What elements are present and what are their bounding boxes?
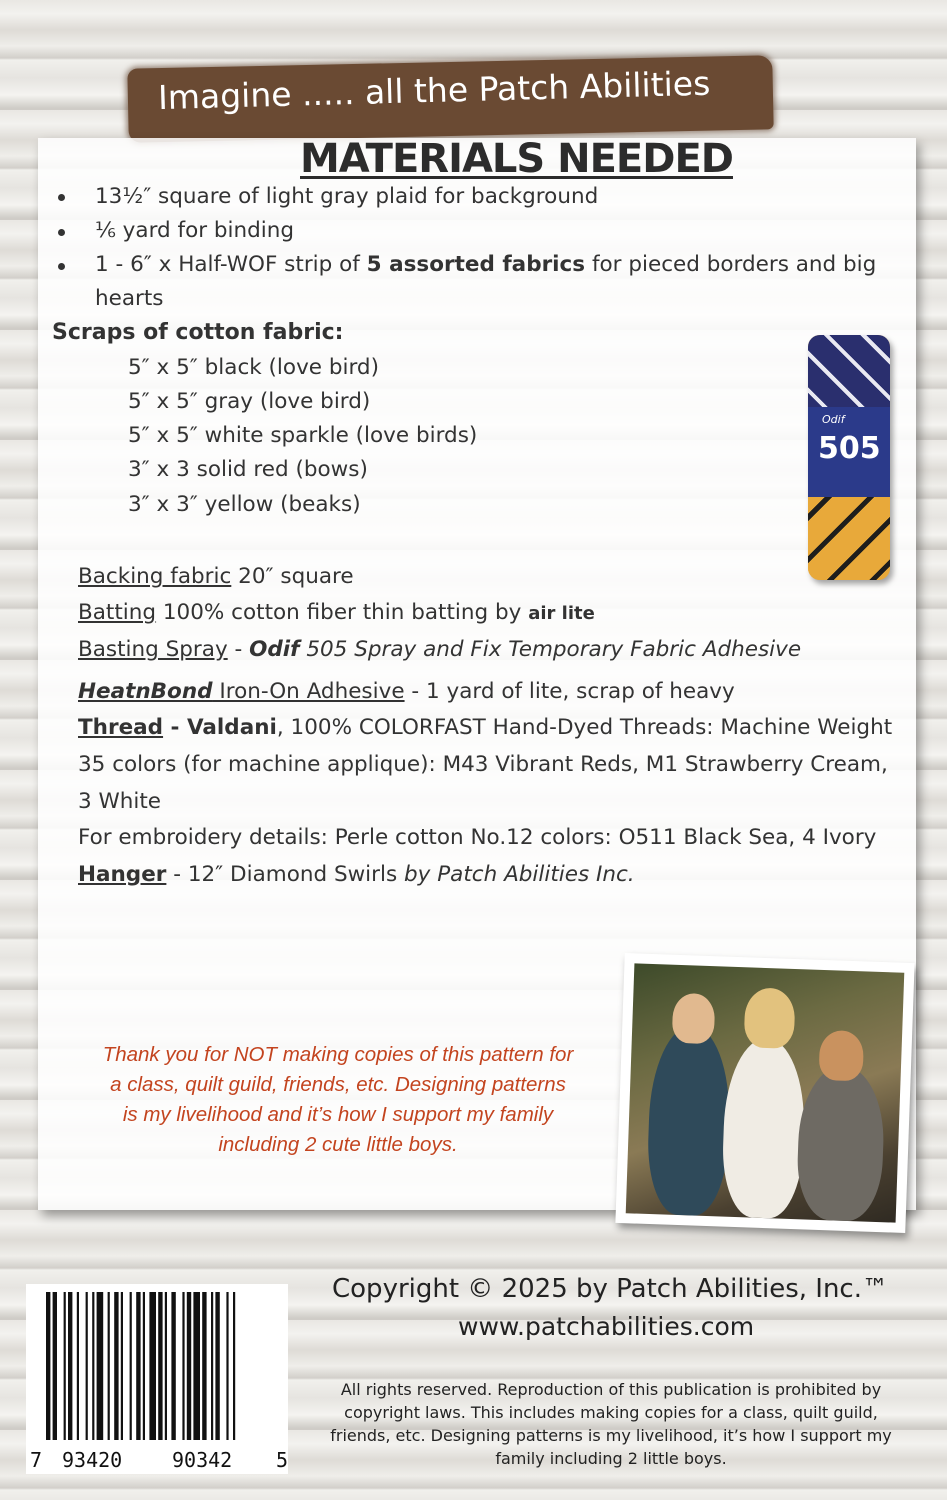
- barcode-bar: [92, 1292, 94, 1440]
- scrap-item: 3″ x 3 solid red (bows): [128, 457, 368, 482]
- barcode-bar: [202, 1292, 206, 1440]
- barcode-bar: [86, 1292, 88, 1440]
- basting-label: Basting Spray: [78, 637, 228, 662]
- hanger-by: by Patch Abilities Inc.: [404, 862, 635, 887]
- scrap-item: 5″ x 5″ black (love bird): [128, 355, 379, 380]
- barcode-bar: [53, 1292, 57, 1440]
- barcode-bar: [77, 1292, 79, 1440]
- rights-line: All rights reserved. Reproduction of this publication is prohibited by: [340, 1380, 882, 1399]
- hanger-label: Hanger: [78, 862, 167, 887]
- family-photo: [615, 953, 914, 1233]
- backing-value: 20″ square: [231, 564, 354, 589]
- barcode-bar: [97, 1292, 104, 1440]
- banner-title: Imagine ..... all the Patch Abilities: [157, 63, 711, 118]
- scrap-item: 5″ x 5″ gray (love bird): [128, 389, 371, 414]
- thank-you-line: is my livelihood and it’s how I support my family: [122, 1103, 554, 1126]
- can-brand: Odif: [822, 413, 845, 426]
- page-heading: MATERIALS NEEDED: [300, 136, 733, 182]
- barcode-digits-right: 90342: [172, 1448, 233, 1472]
- barcode-bar: [143, 1292, 145, 1440]
- barcode-digit-check: 5: [276, 1448, 289, 1472]
- barcode-bar: [130, 1292, 132, 1440]
- embroidery-line: For embroidery details: Perle cotton No.12 colors: O511 Black Sea, 4 Ivory: [78, 825, 877, 850]
- barcode-bar: [108, 1292, 110, 1440]
- barcode-bar: [193, 1292, 200, 1440]
- barcode-bar: [233, 1292, 235, 1440]
- backing-line: [78, 562, 354, 592]
- basting-line: [78, 635, 801, 665]
- can-pattern-top: [808, 335, 890, 407]
- batting-brand: air lite: [528, 603, 595, 624]
- strip-text-bold: 5 assorted fabrics: [366, 252, 586, 277]
- batting-line: [78, 598, 595, 629]
- person-shape: [672, 993, 716, 1044]
- can-number: 505: [818, 431, 881, 466]
- bullet-dot: [58, 229, 65, 236]
- scrap-item: 3″ x 3″ yellow (beaks): [128, 492, 361, 517]
- barcode-bar: [187, 1292, 191, 1440]
- barcode-bar: [64, 1292, 66, 1440]
- person-shape: [646, 1024, 733, 1217]
- barcode-bars: [46, 1292, 274, 1440]
- thread-line: [78, 713, 892, 743]
- person-shape: [818, 1030, 864, 1082]
- scrap-item: 5″ x 5″ white sparkle (love birds): [128, 423, 478, 448]
- barcode-bar: [182, 1292, 184, 1440]
- family-photo-image: [626, 963, 905, 1222]
- heatnbond-line: [78, 677, 735, 707]
- barcode-bar: [158, 1292, 162, 1440]
- barcode-bar: [211, 1292, 213, 1440]
- material-bullet-strips: [95, 250, 876, 280]
- person-shape: [796, 1064, 886, 1222]
- basting-value: 505 Spray and Fix Temporary Fabric Adhesive: [299, 637, 802, 662]
- barcode-bar: [121, 1292, 123, 1440]
- material-bullet-binding: ⅙ yard for binding: [95, 218, 295, 243]
- barcode-bar: [171, 1292, 175, 1440]
- thread-value: , 100% COLORFAST Hand-Dyed Threads: Machine Weight: [276, 715, 893, 740]
- material-bullet-strips-line2: hearts: [95, 286, 164, 311]
- thread-line-3: 3 White: [78, 789, 162, 814]
- hanger-line: [78, 860, 635, 890]
- bullet-dot: [58, 194, 65, 201]
- can-pattern-bottom: [808, 497, 890, 580]
- rights-line: friends, etc. Designing patterns is my livelihood, it’s how I support my: [330, 1426, 892, 1445]
- batting-value: 100% cotton fiber thin batting by: [156, 600, 529, 625]
- thread-line-2: 35 colors (for machine applique): M43 Vibrant Reds, M1 Strawberry Cream,: [78, 752, 888, 777]
- copyright-notice: Copyright © 2025 by Patch Abilities, Inc.™: [332, 1274, 888, 1304]
- rights-notice: [296, 1378, 926, 1470]
- heatnbond-brand: HeatnBond: [78, 679, 213, 704]
- barcode-bar: [46, 1292, 50, 1440]
- website-link[interactable]: www.patchabilities.com: [458, 1312, 755, 1341]
- rights-line: copyright laws. This includes making copies for a class, quilt guild,: [344, 1403, 878, 1422]
- strip-text-post: for pieced borders and big: [585, 252, 877, 277]
- barcode-digits-left: 93420: [62, 1448, 123, 1472]
- bullet-dot: [58, 263, 65, 270]
- thank-you-line: Thank you for NOT making copies of this pattern for: [102, 1043, 574, 1066]
- thank-you-line: a class, quilt guild, friends, etc. Designing patterns: [110, 1073, 566, 1096]
- heatnbond-label: Iron-On Adhesive: [212, 679, 405, 704]
- material-bullet-background: 13½″ square of light gray plaid for background: [95, 184, 599, 209]
- heatnbond-value: - 1 yard of lite, scrap of heavy: [404, 679, 735, 704]
- barcode-bar: [149, 1292, 156, 1440]
- thread-brand: - Valdani: [163, 715, 277, 740]
- person-shape: [721, 1037, 807, 1220]
- barcode: [26, 1284, 288, 1474]
- barcode-bar: [136, 1292, 140, 1440]
- hanger-value: - 12″ Diamond Swirls: [166, 862, 405, 887]
- basting-brand: Odif: [249, 637, 300, 662]
- backing-label: Backing fabric: [78, 564, 232, 589]
- thread-label: Thread: [78, 715, 164, 740]
- basting-dash: -: [227, 637, 250, 662]
- barcode-bar: [68, 1292, 72, 1440]
- thank-you-line: including 2 cute little boys.: [218, 1133, 458, 1156]
- rights-line: family including 2 little boys.: [495, 1449, 727, 1468]
- strip-text-pre: 1 - 6″ x Half-WOF strip of: [95, 252, 367, 277]
- barcode-digit-lead: 7: [30, 1448, 43, 1472]
- barcode-bar: [165, 1292, 167, 1440]
- batting-label: Batting: [78, 600, 157, 625]
- barcode-bar: [215, 1292, 219, 1440]
- adhesive-spray-can-image: [808, 335, 890, 580]
- scraps-title: Scraps of cotton fabric:: [52, 320, 344, 345]
- person-shape: [744, 987, 796, 1049]
- barcode-bar: [226, 1292, 228, 1440]
- barcode-bar: [114, 1292, 118, 1440]
